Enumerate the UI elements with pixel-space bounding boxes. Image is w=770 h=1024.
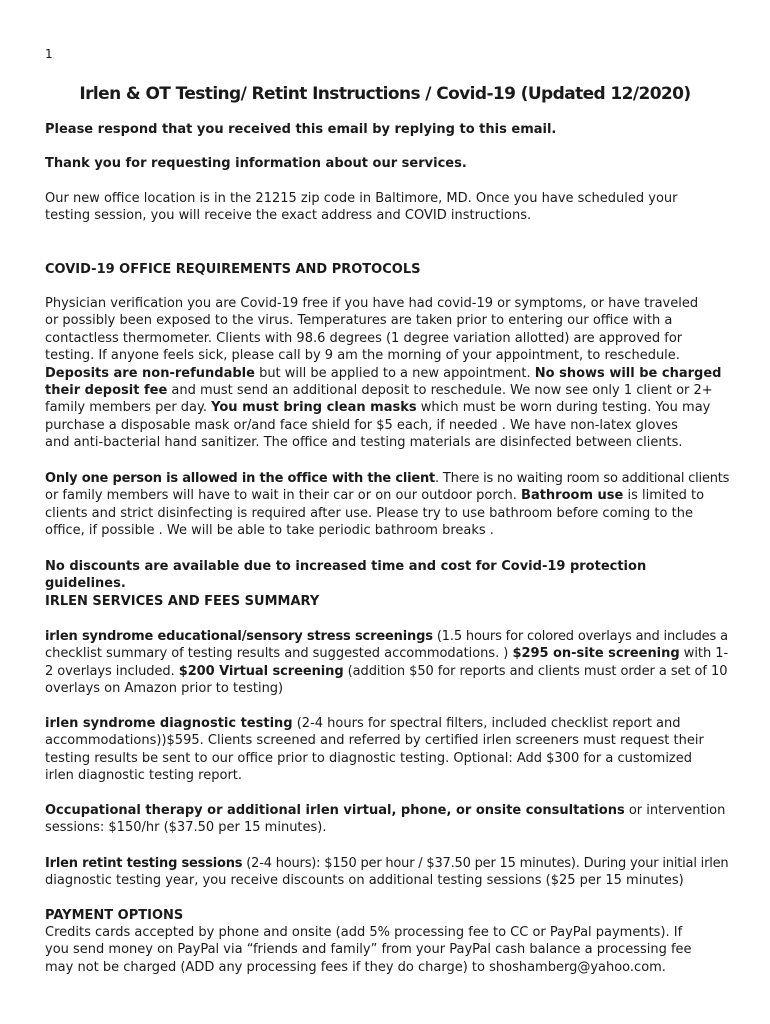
ot-line: sessions: $150/hr ($37.50 per 15 minutes). bbox=[45, 820, 327, 836]
diagnostic-line: testing results be sent to our office prior to diagnostic testing. Optional: Add $300 for a customized bbox=[45, 750, 693, 766]
payment-line: Credits cards accepted by phone and onsite (add 5% processing fee to CC or PayPal payments). If bbox=[45, 925, 683, 940]
one-person-line: Only one person is allowed in the office with the client. There is no waiting room so additional clients bbox=[45, 471, 730, 486]
covid-line: or possibly been exposed to the virus. Temperatures are taken prior to entering our office with a bbox=[45, 313, 673, 329]
covid-line: Deposits are non-refundable but will be applied to a new appointment. No shows will be charged bbox=[45, 365, 722, 381]
retint-line: diagnostic testing year, you receive discounts on additional testing sessions ($25 per 15 minutes) bbox=[45, 873, 684, 889]
diagnostic-paragraph bbox=[45, 715, 730, 785]
no-shows-text: No shows will be charged bbox=[534, 365, 722, 381]
document-title: Irlen & OT Testing/ Retint Instructions / Covid-19 (Updated 12/2020) bbox=[79, 84, 691, 104]
page-number: 1 bbox=[45, 47, 53, 61]
covid-line: Physician verification you are Covid-19 free if you have had covid-19 or symptoms, or have traveled bbox=[45, 296, 699, 311]
screening-line: irlen syndrome educational/sensory stress screenings (1.5 hours for colored overlays and includes a bbox=[45, 629, 728, 644]
onsite-screening-price: $295 on-site screening bbox=[512, 646, 680, 662]
thank-you-note: Thank you for requesting information about our services. bbox=[45, 156, 467, 171]
covid-section-heading: COVID-19 OFFICE REQUIREMENTS AND PROTOCOLS bbox=[45, 262, 421, 277]
covid-line: testing. If anyone feels sick, please call by 9 am the morning of your appointment, to reschedule. bbox=[45, 348, 680, 364]
bathroom-use-text: Bathroom use bbox=[521, 488, 624, 504]
deposit-nonrefundable-text: Deposits are non-refundable bbox=[45, 365, 255, 381]
payment-paragraph bbox=[45, 924, 730, 976]
payment-line: may not be charged (ADD any processing fees if they do charge) to shoshamberg@yahoo.com. bbox=[45, 959, 666, 975]
ot-line: Occupational therapy or additional irlen virtual, phone, or onsite consultations or intervention bbox=[45, 803, 726, 818]
respond-instruction: Please respond that you received this email by replying to this email. bbox=[45, 122, 557, 137]
covid-requirements-paragraph bbox=[45, 295, 730, 452]
ot-paragraph bbox=[45, 802, 730, 837]
office-line: Our new office location is in the 21215 zip code in Baltimore, MD. Once you have scheduled your bbox=[45, 191, 678, 206]
covid-line: family members per day. You must bring clean masks which must be worn during testing. You may bbox=[45, 400, 711, 416]
screening-line: 2 overlays included. $200 Virtual screening (addition $50 for reports and clients must order a set of 10 bbox=[45, 663, 728, 679]
one-person-line: office, if possible . We will be able to take periodic bathroom breaks . bbox=[45, 523, 494, 539]
payment-section-heading: PAYMENT OPTIONS bbox=[45, 908, 184, 923]
covid-line: contactless thermometer. Clients with 98.6 degrees (1 degree variation allotted) are approved for bbox=[45, 330, 683, 346]
office-line: testing session, you will receive the exact address and COVID instructions. bbox=[45, 208, 532, 224]
diagnostic-line: irlen diagnostic testing report. bbox=[45, 768, 243, 784]
covid-line: purchase a disposable mask or/and face shield for $5 each, if needed . We have non-latex gloves bbox=[45, 417, 678, 433]
masks-required-text: You must bring clean masks bbox=[211, 400, 417, 416]
diagnostic-line: irlen syndrome diagnostic testing (2-4 hours for spectral filters, included checklist report and bbox=[45, 716, 681, 731]
one-person-line: or family members will have to wait in their car or on our outdoor porch. Bathroom use is limited to bbox=[45, 488, 705, 504]
payment-line: you send money on PayPal via “friends and family” from your PayPal cash balance a processing fee bbox=[45, 942, 692, 958]
no-discounts-note: No discounts are available due to increased time and cost for Covid-19 protection guidelines. bbox=[45, 559, 647, 592]
covid-line: and anti-bacterial hand sanitizer. The office and testing materials are disinfected between clients. bbox=[45, 435, 683, 451]
screening-paragraph bbox=[45, 628, 730, 698]
one-person-line: clients and strict disinfecting is required after use. Please try to use bathroom before coming to the bbox=[45, 505, 693, 521]
screening-line: overlays on Amazon prior to testing) bbox=[45, 681, 284, 697]
office-location-paragraph bbox=[45, 190, 730, 225]
retint-paragraph bbox=[45, 855, 730, 890]
retint-line: Irlen retint testing sessions (2-4 hours): $150 per hour / $37.50 per 15 minutes). During your initial irlen bbox=[45, 856, 729, 871]
covid-line: their deposit fee and must send an additional deposit to reschedule. We now see only 1 client or 2+ bbox=[45, 383, 713, 399]
one-person-paragraph bbox=[45, 470, 730, 540]
screening-line: checklist summary of testing results and suggested accommodations. ) $295 on-site screening with 1- bbox=[45, 646, 729, 662]
diagnostic-line: accommodations))$595. Clients screened and referred by certified irlen screeners must request their bbox=[45, 733, 704, 749]
irlen-section-heading: IRLEN SERVICES AND FEES SUMMARY bbox=[45, 594, 320, 609]
virtual-screening-price: $200 Virtual screening bbox=[178, 663, 344, 679]
